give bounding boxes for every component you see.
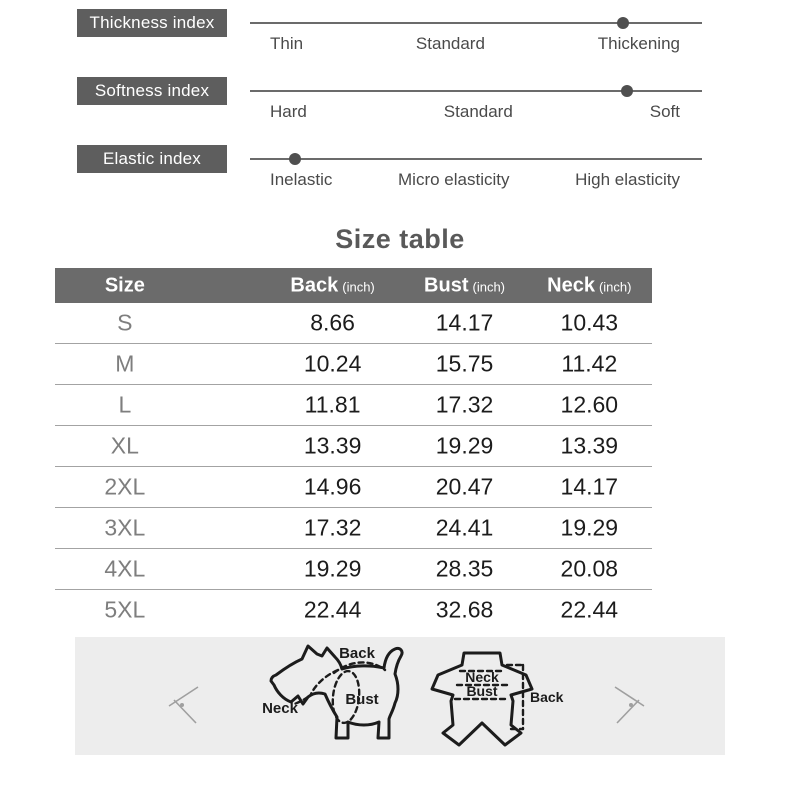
table-row	[55, 508, 652, 549]
column-header-bust-unit: (inch)	[472, 279, 506, 294]
thickness-level-mid: Standard	[415, 34, 485, 53]
neck-value: 10.43	[560, 309, 619, 336]
thickness-slider-labels	[250, 34, 702, 54]
size-value: 3XL	[104, 514, 146, 541]
bust-value: 14.17	[435, 309, 494, 336]
prev-arrow-icon[interactable]	[165, 683, 205, 725]
size-table	[55, 268, 652, 630]
neck-value: 19.29	[560, 514, 619, 541]
dog-back-label: Back	[339, 645, 375, 662]
softness-slider-dot	[621, 85, 633, 97]
elastic-level-high: High elasticity	[575, 170, 680, 189]
bust-value: 24.41	[435, 514, 494, 541]
next-arrow-icon[interactable]	[608, 683, 648, 725]
column-header-back-unit: (inch)	[342, 279, 375, 294]
column-header-neck	[547, 274, 631, 297]
elastic-slider-labels	[250, 170, 702, 190]
size-value: 5XL	[104, 596, 146, 623]
size-value: S	[117, 309, 133, 336]
softness-index-label: Softness index	[77, 77, 227, 105]
thickness-slider	[250, 22, 702, 24]
page-title: Size table	[335, 224, 465, 254]
softness-slider-labels	[250, 102, 702, 122]
measure-guide-band	[75, 637, 725, 755]
bust-value: 28.35	[435, 555, 494, 582]
table-row	[55, 426, 652, 467]
bust-value: 20.47	[435, 473, 494, 500]
thickness-index-row	[0, 9, 800, 71]
softness-index-row	[0, 77, 800, 139]
table-header	[55, 268, 652, 303]
softness-level-high: Soft	[649, 102, 680, 121]
elastic-index-row	[0, 145, 800, 207]
table-row	[55, 344, 652, 385]
thickness-index-label: Thickness index	[77, 9, 227, 37]
softness-level-mid: Standard	[443, 102, 513, 121]
thickness-level-low: Thin	[270, 34, 304, 53]
back-value: 14.96	[303, 473, 362, 500]
back-value: 17.32	[303, 514, 362, 541]
column-header-bust	[424, 274, 505, 297]
column-header-back-label: Back	[290, 274, 339, 296]
size-value: 2XL	[104, 473, 146, 500]
table-row	[55, 590, 652, 630]
softness-slider	[250, 90, 702, 92]
column-header-bust-label: Bust	[424, 274, 469, 296]
back-value: 11.81	[304, 391, 361, 418]
elastic-slider	[250, 158, 702, 160]
table-row	[55, 385, 652, 426]
neck-value: 13.39	[560, 432, 619, 459]
table-row	[55, 467, 652, 508]
table-row	[55, 303, 652, 344]
neck-value: 11.42	[561, 350, 618, 377]
back-value: 22.44	[303, 596, 362, 623]
thickness-slider-dot	[617, 17, 629, 29]
back-value: 13.39	[303, 432, 362, 459]
softness-level-low: Hard	[270, 102, 307, 121]
bust-value: 17.32	[435, 391, 494, 418]
garment-measure-diagram	[427, 649, 577, 749]
column-header-size: Size	[104, 274, 145, 296]
thickness-level-high: Thickening	[597, 34, 680, 53]
back-value: 19.29	[303, 555, 362, 582]
size-value: M	[115, 350, 135, 377]
bust-value: 32.68	[435, 596, 494, 623]
garment-bust-label: Bust	[466, 683, 498, 699]
garment-back-label: Back	[530, 689, 564, 705]
table-row	[55, 549, 652, 590]
neck-value: 12.60	[560, 391, 619, 418]
dog-bust-label: Bust	[345, 691, 379, 708]
elastic-slider-dot	[289, 153, 301, 165]
elastic-index-label: Elastic index	[77, 145, 227, 173]
elastic-level-low: Inelastic	[270, 170, 333, 189]
neck-value: 14.17	[560, 473, 619, 500]
bust-value: 15.75	[435, 350, 494, 377]
size-value: L	[118, 391, 132, 418]
dog-measure-diagram	[258, 643, 423, 748]
garment-neck-label: Neck	[465, 669, 499, 685]
elastic-level-mid: Micro elasticity	[398, 170, 510, 189]
neck-value: 22.44	[560, 596, 619, 623]
neck-value: 20.08	[560, 555, 619, 582]
dog-neck-label: Neck	[262, 700, 298, 717]
column-header-neck-label: Neck	[547, 274, 595, 296]
size-value: XL	[110, 432, 139, 459]
column-header-neck-unit: (inch)	[598, 279, 632, 294]
bust-value: 19.29	[435, 432, 494, 459]
size-value: 4XL	[104, 555, 146, 582]
back-value: 8.66	[310, 309, 355, 336]
back-value: 10.24	[303, 350, 362, 377]
column-header-back	[290, 274, 374, 297]
